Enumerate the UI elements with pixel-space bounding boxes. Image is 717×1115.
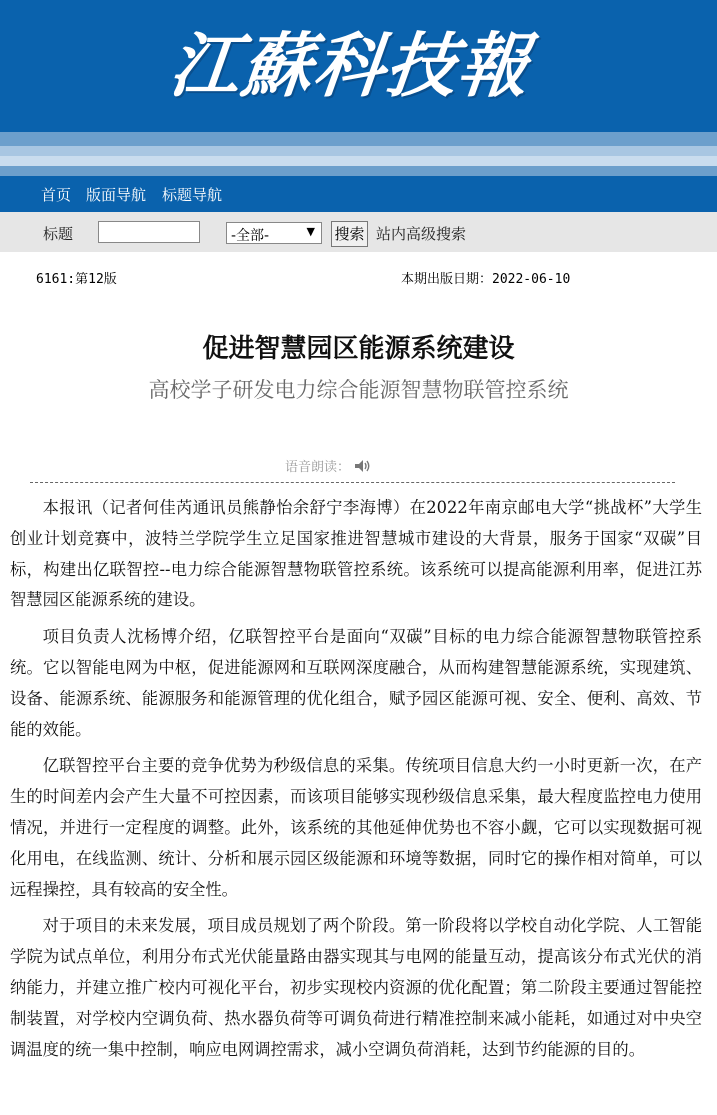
issue-page-number: 6161:第12版 bbox=[36, 272, 117, 287]
nav-title-navigation[interactable]: 标题导航 bbox=[162, 186, 223, 204]
speaker-icon[interactable] bbox=[354, 459, 372, 473]
newspaper-logo[interactable]: 江蘇科技報 bbox=[165, 24, 535, 107]
audio-reader bbox=[285, 456, 372, 475]
top-nav bbox=[0, 176, 717, 212]
audio-label: 语音朗读： bbox=[285, 460, 351, 475]
article-paragraph: 亿联智控平台主要的竞争优势为秒级信息的采集。传统项目信息大约一小时更新一次，在产生的时间差内会产生大量不可控因素，而该项目能够实现秒级信息采集，最大程度监控电力使用情况，并进行一定程度的调整。此外，该系统的其他延伸优势也不容小觑，它可以实现数据可视化用电，在线监测、统计、分析和展示园区级能源和环境等数据，同时它的操作相对简单，可以远程操控，具有较高的安全性。 bbox=[10, 756, 702, 899]
search-bar bbox=[0, 212, 717, 252]
title-search-input[interactable] bbox=[98, 221, 200, 243]
article-paragraph: 本报讯（记者何佳芮通讯员熊静怡余舒宁李海博）在2022年南京邮电大学“挑战杯”大学生创业计划竞赛中，波特兰学院学生立足国家推进智慧城市建设的大背景，服务于国家“双碳”目标，构建出亿联智控--电力综合能源智慧物联管控系统。该系统可以提高能源利用率，促进江苏智慧园区能源系统的建设。 bbox=[10, 498, 702, 610]
article-paragraph: 对于项目的未来发展，项目成员规划了两个阶段。第一阶段将以学校自动化学院、人工智能学院为试点单位，利用分布式光伏能量路由器实现其与电网的能量互动，提高该分布式光伏的消纳能力，并建立推广校内可视化平台，初步实现校内资源的优化配置；第二阶段主要通过智能控制装置，对学校内空调负荷、热水器负荷等可调负荷进行精准控制来减小能耗，如通过对中央空调温度的统一集中控制，响应电网调控需求，减小空调负荷消耗，达到节约能源的目的。 bbox=[10, 916, 702, 1059]
section-select-value: -全部- bbox=[231, 228, 270, 244]
publish-date: 本期出版日期：2022-06-10 bbox=[401, 272, 571, 287]
article-body bbox=[10, 493, 702, 1071]
section-select[interactable] bbox=[226, 222, 322, 244]
masthead-stripe bbox=[0, 146, 717, 156]
masthead-stripe bbox=[0, 156, 717, 166]
article-headline: 促进智慧园区能源系统建设 bbox=[202, 334, 515, 364]
nav-page-navigation[interactable]: 版面导航 bbox=[86, 186, 147, 204]
masthead-stripe bbox=[0, 166, 717, 176]
dropdown-arrow-icon: ▼ bbox=[306, 225, 315, 238]
masthead-stripe bbox=[0, 132, 717, 146]
article-paragraph: 项目负责人沈杨博介绍，亿联智控平台是面向“双碳”目标的电力综合能源智慧物联管控系统。它以智能电网为中枢，促进能源网和互联网深度融合，从而构建智慧能源系统，实现建筑、设备、能源系统、能源服务和能源管理的优化组合，赋予园区能源可视、安全、便利、高效、节能的效能。 bbox=[10, 627, 702, 739]
advanced-search-link[interactable]: 站内高级搜索 bbox=[376, 225, 467, 243]
masthead bbox=[0, 0, 717, 132]
search-button[interactable]: 搜索 bbox=[331, 221, 368, 247]
article-subheadline: 高校学子研发电力综合能源智慧物联管控系统 bbox=[148, 378, 569, 402]
title-label: 标题 bbox=[43, 225, 74, 243]
nav-home[interactable]: 首页 bbox=[41, 186, 72, 204]
divider bbox=[30, 482, 675, 483]
